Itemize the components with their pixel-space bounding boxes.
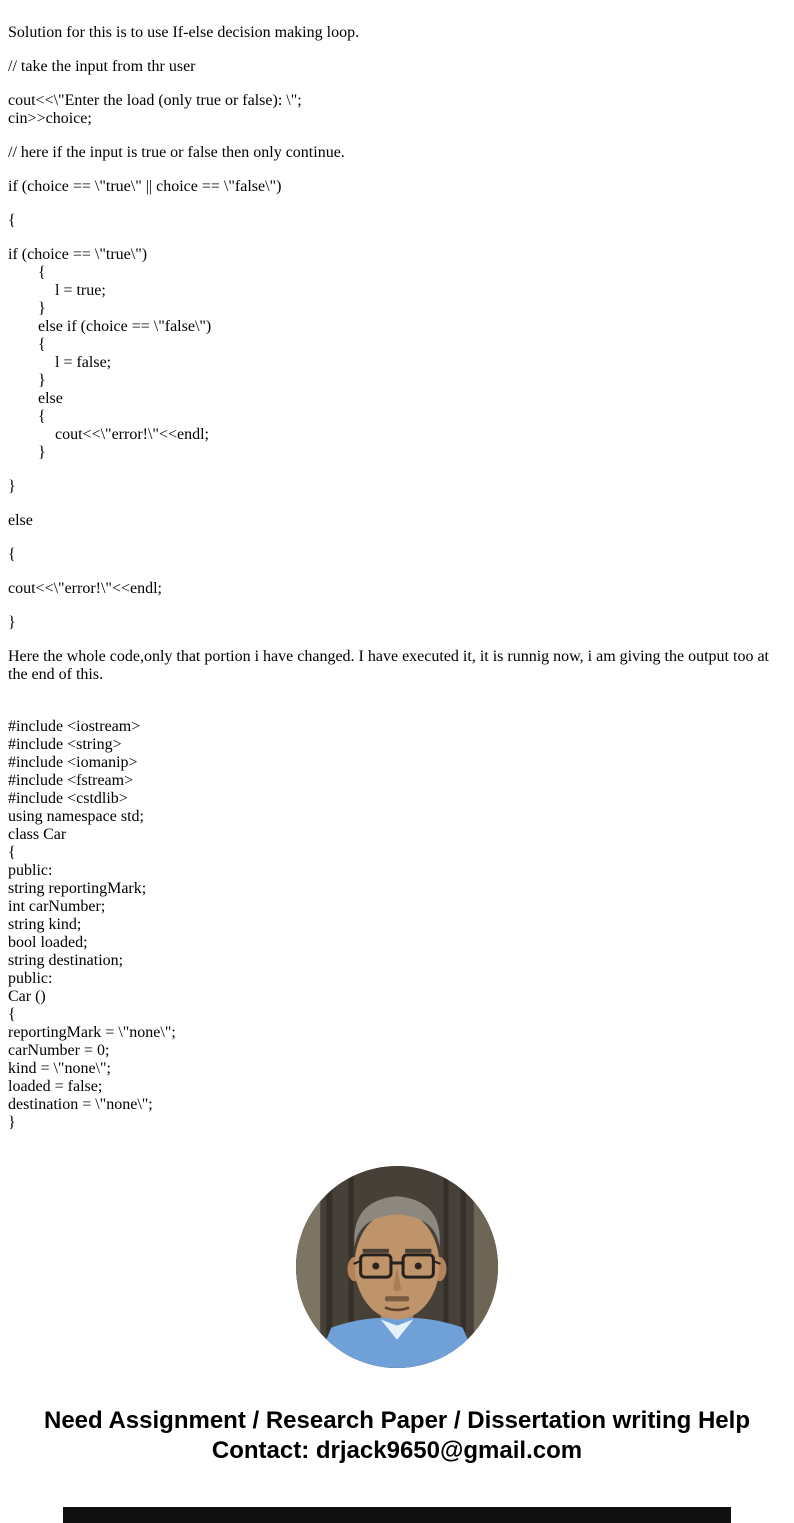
text-line: } bbox=[8, 614, 16, 631]
paragraph bbox=[8, 178, 786, 196]
text-line: else bbox=[38, 390, 63, 407]
text-line: { bbox=[8, 844, 16, 861]
text-line: // take the input from thr user bbox=[8, 58, 196, 75]
text-line: Here the whole code,only that portion i have changed. I have executed it, it is runnig now, i am giving the output too at the end of this. bbox=[8, 648, 773, 683]
text-line: destination = \"none\"; bbox=[8, 1096, 153, 1113]
text-line: if (choice == \"true\" || choice == \"false\") bbox=[8, 178, 282, 195]
text-line: else if (choice == \"false\") bbox=[38, 318, 212, 335]
text-line: #include <string> bbox=[8, 736, 122, 753]
text-line: class Car bbox=[8, 826, 67, 843]
text-line: string destination; bbox=[8, 952, 124, 969]
text-line: Car () bbox=[8, 988, 46, 1005]
text-line: int carNumber; bbox=[8, 898, 106, 915]
paragraph bbox=[8, 580, 786, 598]
text-line: else bbox=[8, 512, 33, 529]
paragraph bbox=[8, 648, 786, 684]
text-line: using namespace std; bbox=[8, 808, 144, 825]
text-line: { bbox=[38, 264, 46, 281]
paragraph bbox=[8, 144, 786, 162]
text-line: cin>>choice; bbox=[8, 110, 92, 127]
person-photo-icon bbox=[296, 1166, 498, 1368]
footer bbox=[8, 1406, 786, 1466]
text-line: if (choice == \"true\") bbox=[8, 246, 148, 263]
text-line: #include <iomanip> bbox=[8, 754, 138, 771]
text-line: { bbox=[8, 212, 16, 229]
text-line: { bbox=[38, 336, 46, 353]
paragraph bbox=[8, 546, 786, 564]
text-line: #include <iostream> bbox=[8, 718, 141, 735]
text-line: l = false; bbox=[55, 354, 112, 371]
text-line: bool loaded; bbox=[8, 934, 88, 951]
text-line: carNumber = 0; bbox=[8, 1042, 110, 1059]
text-line: cout<<\"Enter the load (only true or false): \"; bbox=[8, 92, 302, 109]
text-line: cout<<\"error!\"<<endl; bbox=[55, 426, 209, 443]
text-line: } bbox=[38, 372, 46, 389]
text-line: } bbox=[8, 1114, 16, 1131]
text-line: } bbox=[8, 478, 16, 495]
paragraph bbox=[8, 512, 786, 530]
paragraph bbox=[8, 92, 786, 128]
text-line: // here if the input is true or false then only continue. bbox=[8, 144, 345, 161]
text-line: { bbox=[8, 1006, 16, 1023]
text-line: cout<<\"error!\"<<endl; bbox=[8, 580, 162, 597]
contact-email: Contact: drjack9650@gmail.com bbox=[211, 1437, 583, 1464]
text-line: loaded = false; bbox=[8, 1078, 103, 1095]
text-line: } bbox=[38, 300, 46, 317]
text-line: string kind; bbox=[8, 916, 82, 933]
document-body bbox=[8, 24, 786, 1132]
bottom-media-strip bbox=[63, 1507, 731, 1523]
text-line: #include <cstdlib> bbox=[8, 790, 128, 807]
avatar bbox=[296, 1166, 498, 1368]
text-line: kind = \"none\"; bbox=[8, 1060, 111, 1077]
paragraph bbox=[8, 614, 786, 632]
text-line: l = true; bbox=[55, 282, 106, 299]
paragraph bbox=[8, 246, 786, 462]
text-line: Solution for this is to use If-else decision making loop. bbox=[8, 24, 360, 41]
paragraph bbox=[8, 212, 786, 230]
paragraph bbox=[8, 718, 786, 1132]
text-line: { bbox=[8, 546, 16, 563]
text-line: #include <fstream> bbox=[8, 772, 134, 789]
text-line: { bbox=[38, 408, 46, 425]
text-line: public: bbox=[8, 970, 53, 987]
text-line: public: bbox=[8, 862, 53, 879]
text-line: string reportingMark; bbox=[8, 880, 147, 897]
paragraph bbox=[8, 24, 786, 42]
paragraph bbox=[8, 478, 786, 496]
text-line: reportingMark = \"none\"; bbox=[8, 1024, 176, 1041]
text-line: } bbox=[38, 444, 46, 461]
paragraph bbox=[8, 58, 786, 76]
help-heading: Need Assignment / Research Paper / Dissertation writing Help bbox=[44, 1407, 750, 1434]
